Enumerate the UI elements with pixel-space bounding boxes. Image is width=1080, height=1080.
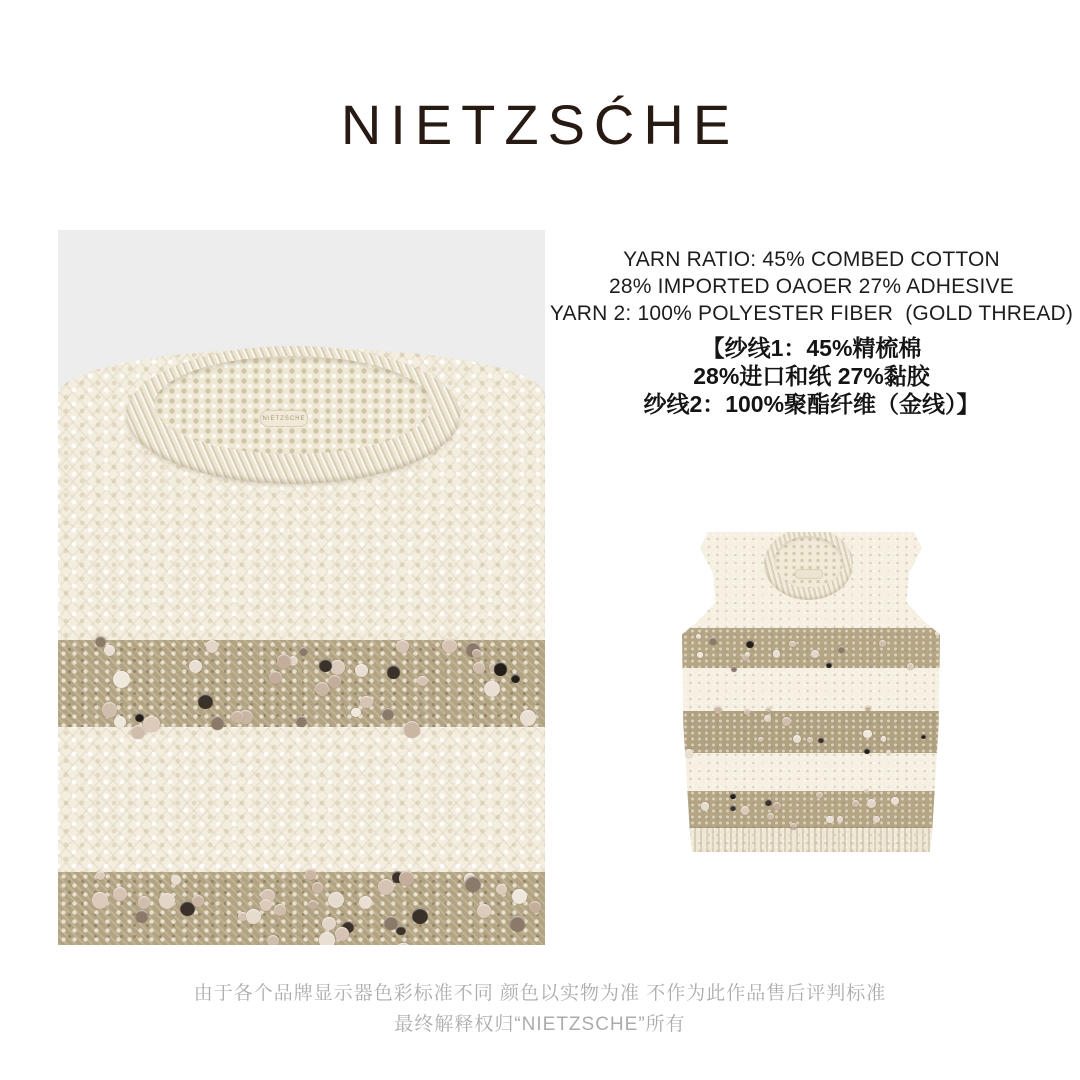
disclaimer-line: 由于各个品牌显示器色彩标准不同 颜色以实物为准 不作为此作品售后评判标准 <box>193 983 887 1004</box>
sequin <box>387 665 400 678</box>
sequin <box>838 646 845 653</box>
sequin <box>886 750 892 756</box>
sequin <box>308 900 318 910</box>
sequin <box>95 636 106 647</box>
sequin <box>102 702 118 718</box>
sequin <box>879 640 886 647</box>
sequin <box>395 943 411 945</box>
sequin <box>863 730 872 739</box>
vest-hem-rib <box>682 827 940 852</box>
sequin <box>773 802 781 810</box>
sequin <box>852 800 859 807</box>
vest-sequin-stripe-1 <box>682 628 940 668</box>
sequin <box>881 736 886 741</box>
sequin <box>826 662 832 668</box>
sequin <box>807 737 813 743</box>
sequin <box>758 737 763 742</box>
sequin <box>511 674 520 683</box>
sequin <box>745 652 750 657</box>
sequin <box>477 904 491 918</box>
sequin <box>399 871 414 886</box>
sequin <box>277 654 291 668</box>
sequin <box>135 910 148 923</box>
sequin <box>412 908 428 924</box>
sequin <box>472 649 481 658</box>
vest-collar-label <box>795 569 823 579</box>
vest-garment <box>682 532 940 852</box>
sequin <box>322 917 336 931</box>
knit-closeup-photo <box>58 230 545 945</box>
sequin <box>744 709 750 715</box>
sequin <box>709 637 717 645</box>
sequin <box>382 708 394 720</box>
sequin <box>873 816 880 823</box>
sequin <box>114 716 126 728</box>
sequin <box>267 935 279 945</box>
sequin <box>315 682 329 696</box>
collar-brand-label: NIETZSCHE <box>260 410 308 427</box>
sequin <box>741 806 749 814</box>
sequin <box>138 896 150 908</box>
spec-line-en: YARN RATIO: 45% COMBED COTTON <box>623 248 1000 271</box>
sequin <box>865 706 871 712</box>
sequin <box>305 869 316 880</box>
sequin <box>211 716 225 730</box>
sequin <box>159 893 175 909</box>
sequin <box>442 639 456 653</box>
sequin <box>260 899 272 911</box>
sequin <box>360 696 373 709</box>
sequin <box>104 645 115 656</box>
disclaimer-line: 最终解释权归“NIETZSCHE”所有 <box>394 1014 686 1035</box>
sequin <box>746 640 754 648</box>
sequin <box>198 694 213 709</box>
sequin <box>92 892 108 908</box>
sequin <box>494 662 508 676</box>
sequin-band-upper <box>58 640 545 727</box>
spec-line-en: 28% IMPORTED OAOER 27% ADHESIVE <box>609 275 1014 298</box>
sequin <box>473 662 485 674</box>
disclaimer <box>0 978 1080 1040</box>
sequin <box>96 871 105 880</box>
sequin <box>891 797 899 805</box>
sequin <box>231 711 243 723</box>
sequin <box>135 713 144 722</box>
sequin <box>299 647 308 656</box>
sequin <box>837 816 843 822</box>
spec-line-en: YARN 2: 100% POLYESTER FIBER (GOLD THREAD) <box>549 302 1074 325</box>
sequin <box>396 640 409 653</box>
sequin <box>396 926 406 936</box>
sequin <box>767 813 774 820</box>
sequin <box>714 706 722 714</box>
sequin <box>730 793 736 799</box>
sequin <box>465 876 481 892</box>
sequin <box>867 799 876 808</box>
sequin <box>113 671 130 688</box>
sequin <box>864 789 869 794</box>
brand-logo: NIETZSĆHE <box>340 93 740 156</box>
sequin <box>319 932 336 945</box>
vest-collar-rib <box>764 528 853 600</box>
sequin <box>113 887 127 901</box>
sequin <box>697 652 703 658</box>
sequin <box>935 631 940 636</box>
sequin <box>328 675 341 688</box>
sequin <box>206 640 218 652</box>
sequin <box>520 710 536 726</box>
sequin <box>731 666 737 672</box>
sequin <box>312 882 324 894</box>
sequin <box>417 676 428 687</box>
sequin <box>773 650 781 658</box>
sequin <box>351 708 361 718</box>
vest-sequin-stripe-3 <box>682 791 940 828</box>
sequin-band-lower <box>58 872 545 945</box>
sequin <box>296 716 307 727</box>
sequin <box>496 884 507 895</box>
sequin <box>766 707 771 712</box>
sequin <box>764 715 771 722</box>
sequin <box>484 681 500 697</box>
sequin <box>335 927 349 941</box>
sequin <box>355 664 368 677</box>
spec-line-cn: 【纱线1：45%精梳棉 <box>701 335 922 361</box>
sequin <box>765 799 772 806</box>
sequin <box>529 901 541 913</box>
sequin <box>864 748 870 754</box>
yarn-specs-chinese <box>543 334 1080 418</box>
sequin <box>789 641 796 648</box>
sequin <box>907 663 914 670</box>
spec-line-cn: 纱线2：100%聚酯纤维（金线）】 <box>643 391 980 417</box>
spec-line-cn: 28%进口和纸 27%黏胶 <box>693 363 930 389</box>
sequin <box>818 737 824 743</box>
sequin <box>192 895 204 907</box>
sequin <box>269 671 282 684</box>
sequin <box>782 717 791 726</box>
collar-back-panel <box>154 356 432 454</box>
vest-product-photo <box>660 515 965 860</box>
sequin <box>359 896 372 909</box>
sequin <box>826 816 834 824</box>
yarn-specs <box>543 246 1080 418</box>
sequin <box>816 792 823 799</box>
sequin <box>685 749 694 758</box>
sequin <box>793 735 801 743</box>
sequin <box>730 805 737 812</box>
sequin <box>330 660 345 675</box>
sequin <box>512 889 527 904</box>
sequin <box>189 660 202 673</box>
sequin <box>811 650 820 659</box>
sequin <box>246 909 261 924</box>
sequin <box>328 892 344 908</box>
vest-sequin-stripe-2 <box>682 711 940 753</box>
sequin <box>274 904 286 916</box>
sequin <box>921 734 927 740</box>
sequin <box>378 879 394 895</box>
sequin <box>171 875 181 885</box>
sequin <box>510 916 526 932</box>
vest-collar-back-panel <box>774 536 843 588</box>
sequin <box>696 634 701 639</box>
sequin <box>701 802 709 810</box>
